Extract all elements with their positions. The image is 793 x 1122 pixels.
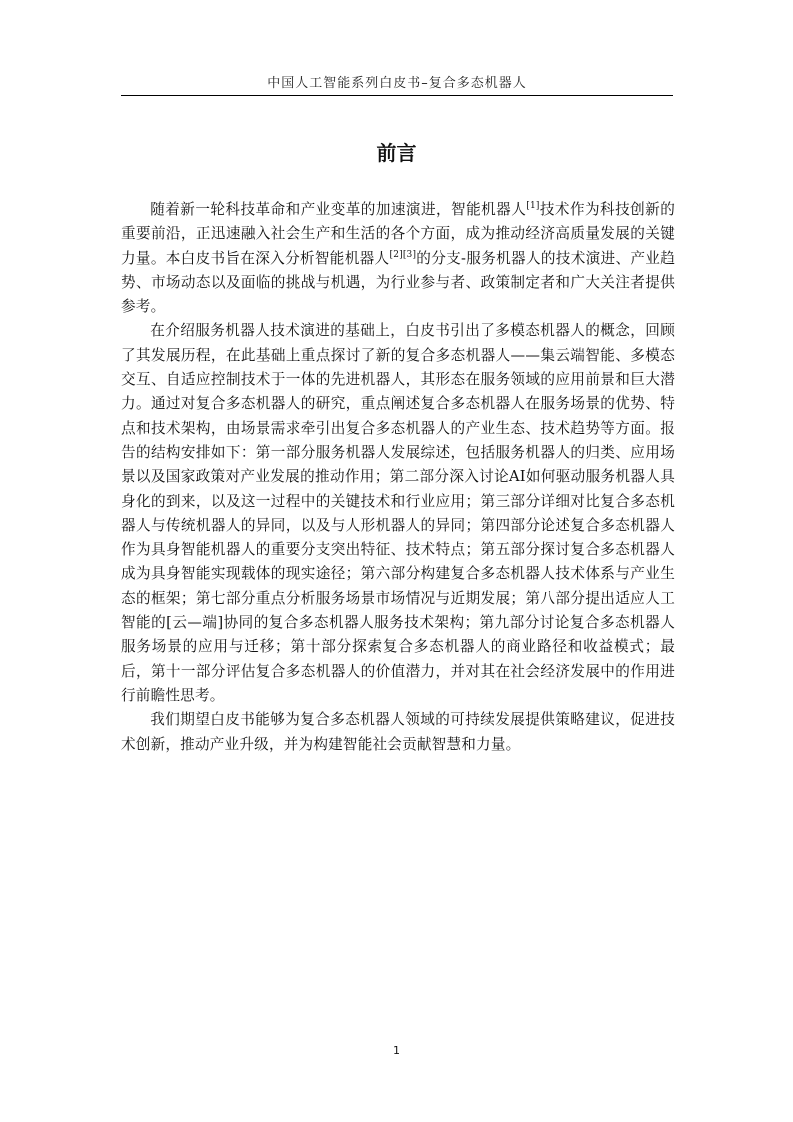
running-header: 中国人工智能系列白皮书–复合多态机器人	[121, 72, 673, 96]
paragraph-1: 随着新一轮科技革命和产业变革的加速演进，智能机器人[1]技术作为科技创新的重要前沿，正迅速融入社会生产和生活的各个方面，成为推动经济高质量发展的关键力量。本白皮书旨在深入分析智能机器人[2][3]的分支-服务机器人的技术演进、产业趋势、市场动态以及面临的挑战与机遇，为行业参与者、政策制定者和广大关注者提供参考。	[121, 201, 675, 316]
page-number: 1	[393, 1044, 400, 1057]
citation-2-3: [2][3]	[389, 249, 417, 260]
page-title: 前言	[376, 141, 417, 165]
citation-1: [1]	[526, 201, 540, 212]
body-text	[121, 198, 675, 757]
paragraph-2: 在介绍服务机器人技术演进的基础上，白皮书引出了多模态机器人的概念，回顾了其发展历程，在此基础上重点探讨了新的复合多态机器人——集云端智能、多模态交互、自适应控制技术于一体的先进机器人，其形态在服务领域的应用前景和巨大潜力。通过对复合多态机器人的研究，重点阐述复合多态机器人在服务场景的优势、特点和技术架构，由场景需求牵引出复合多态机器人的产业生态、技术趋势等方面。报告的结构安排如下：第一部分服务机器人发展综述，包括服务机器人的归类、应用场景以及国家政策对产业发展的推动作用；第二部分深入讨论AI如何驱动服务机器人具身化的到来，以及这一过程中的关键技术和行业应用；第三部分详细对比复合多态机器人与传统机器人的异同，以及与人形机器人的异同；第四部分论述复合多态机器人作为具身智能机器人的重要分支突出特征、技术特点；第五部分探讨复合多态机器人成为具身智能实现载体的现实途径；第六部分构建复合多态机器人技术体系与产业生态的框架；第七部分重点分析服务场景市场情况与近期发展；第八部分提出适应人工智能的[云—端]协同的复合多态机器人服务技术架构；第九部分讨论复合多态机器人服务场景的应用与迁移；第十部分探索复合多态机器人的商业路径和收益模式；最后，第十一部分评估复合多态机器人的价值潜力，并对其在社会经济发展中的作用进行前瞻性思考。	[121, 322, 675, 704]
paragraph-3: 我们期望白皮书能够为复合多态机器人领域的可持续发展提供策略建议，促进技术创新，推动产业升级，并为构建智能社会贡献智慧和力量。	[121, 711, 675, 753]
